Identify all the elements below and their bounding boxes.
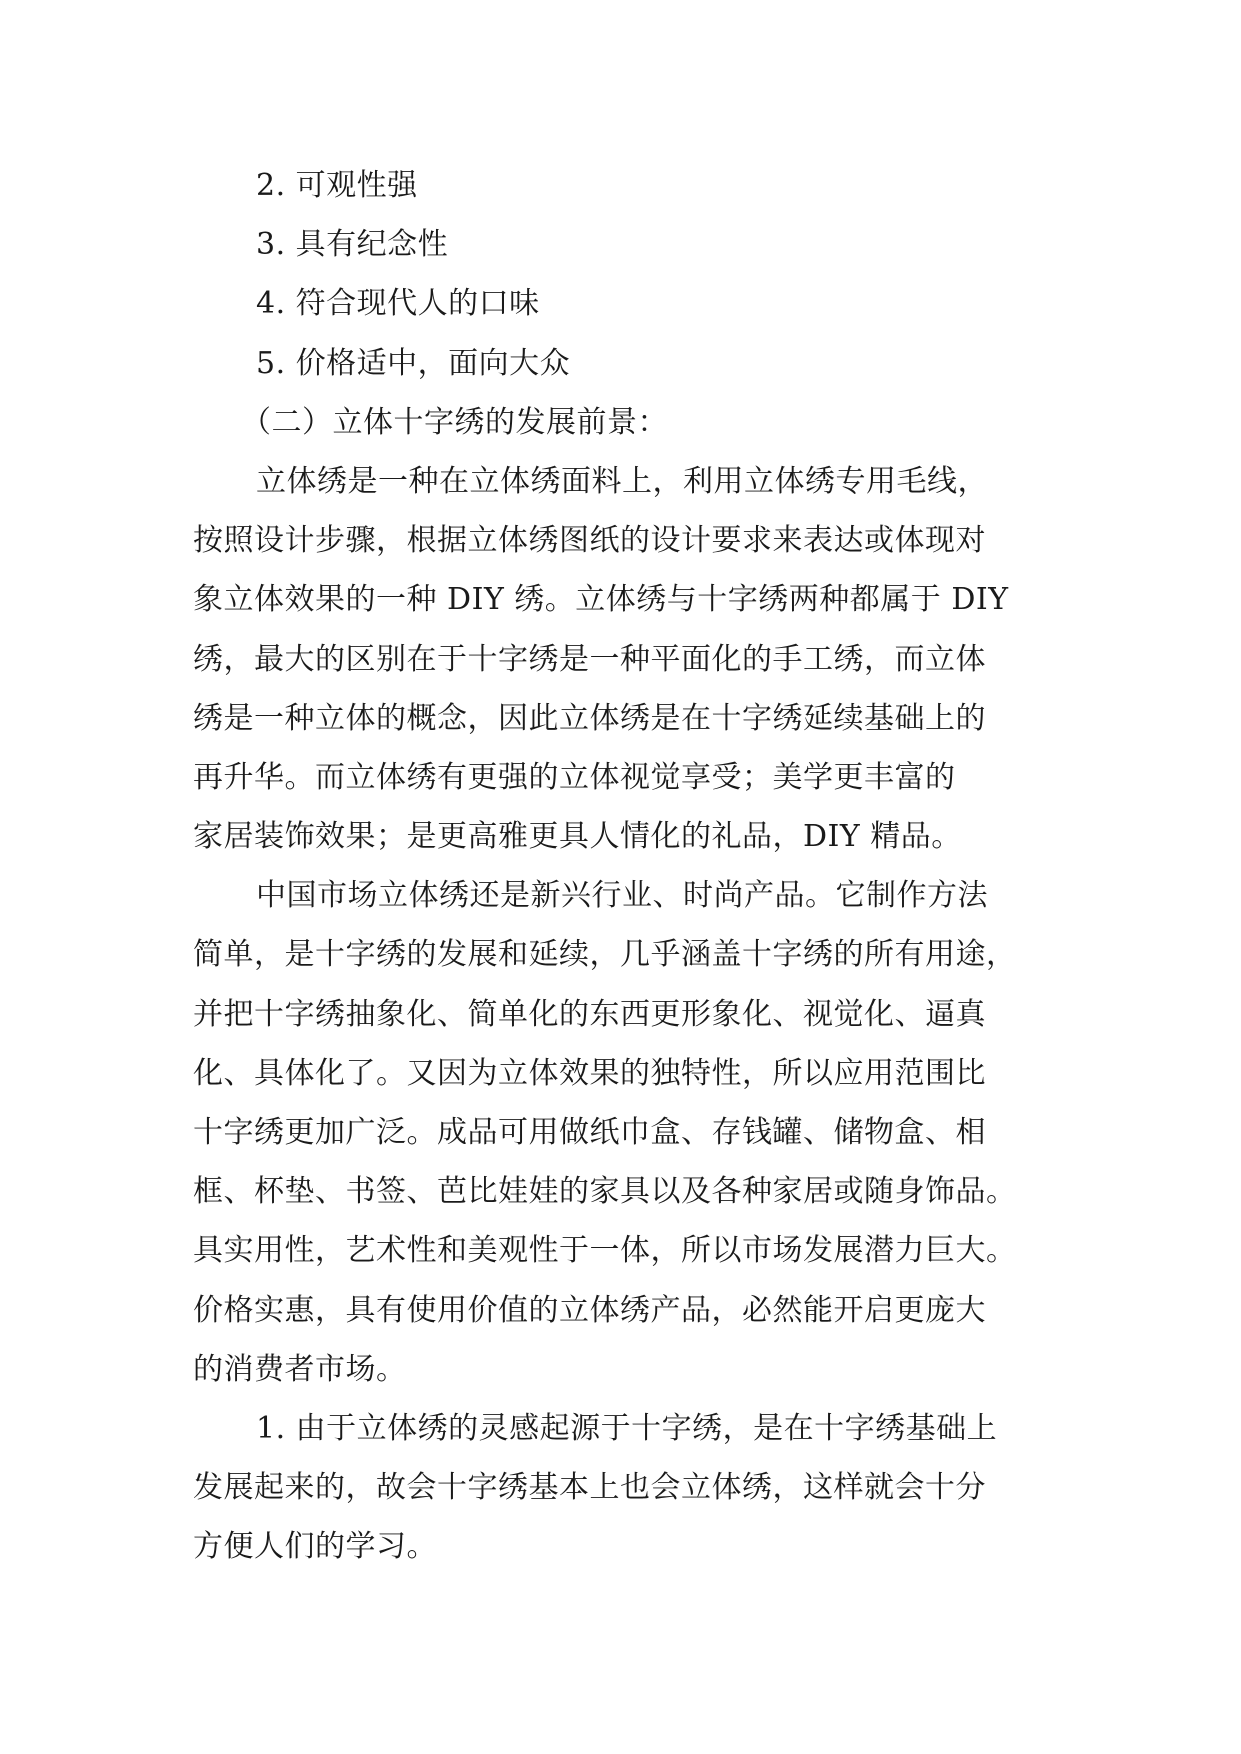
paragraph-line: 发展起来的，故会十字绣基本上也会立体绣，这样就会十分 (193, 1470, 986, 1506)
paragraph-line: 并把十字绣抽象化、简单化的东西更形象化、视觉化、逼真 (193, 996, 986, 1032)
paragraph-line: 象立体效果的一种 DIY 绣。立体绣与十字绣两种都属于 DIY (193, 582, 1009, 618)
paragraph-line: 家居装饰效果；是更高雅更具人情化的礼品，DIY 精品。 (193, 819, 962, 855)
paragraph-line: 十字绣更加广泛。成品可用做纸巾盒、存钱罐、储物盒、相 (193, 1115, 986, 1150)
list-item: 2. 可观性强 (256, 168, 418, 203)
paragraph-line: 化、具体化了。又因为立体效果的独特性，所以应用范围比 (193, 1055, 986, 1091)
paragraph-line: 中国市场立体绣还是新兴行业、时尚产品。它制作方法 (256, 878, 988, 914)
paragraph-line: 立体绣是一种在立体绣面料上，利用立体绣专用毛线， (256, 463, 988, 499)
paragraph-3 (193, 1399, 1055, 1577)
paragraph-line: 框、杯垫、书签、芭比娃娃的家具以及各种家居或随身饰品。 (193, 1174, 1017, 1210)
paragraph-line: 绣，最大的区别在于十字绣是一种平面化的手工绣，而立体 (193, 641, 986, 677)
paragraph-line: 具实用性，艺术性和美观性于一体，所以市场发展潜力巨大。 (193, 1233, 1017, 1269)
document-body (193, 156, 1055, 1577)
paragraph-2 (193, 866, 1055, 1399)
paragraph-line: 按照设计步骤，根据立体绣图纸的设计要求来表达或体现对 (193, 523, 986, 559)
paragraph-line: 绣是一种立体的概念，因此立体绣是在十字绣延续基础上的 (193, 700, 986, 736)
list-item: 4. 符合现代人的口味 (256, 286, 540, 322)
list-item: 5. 价格适中，面向大众 (256, 345, 571, 381)
paragraph-line: 1. 由于立体绣的灵感起源于十字绣，是在十字绣基础上 (256, 1410, 998, 1446)
paragraph-line: 的消费者市场。 (193, 1351, 407, 1387)
paragraph-line: 简单，是十字绣的发展和延续，几乎涵盖十字绣的所有用途， (193, 937, 1017, 973)
paragraph-line: 方便人们的学习。 (193, 1529, 437, 1565)
section-heading: （二）立体十字绣的发展前景： (241, 404, 668, 440)
list-item: 3. 具有纪念性 (256, 227, 449, 263)
paragraph-line: 再升华。而立体绣有更强的立体视觉享受；美学更丰富的 (193, 759, 956, 795)
paragraph-1 (193, 452, 1055, 866)
paragraph-line: 价格实惠，具有使用价值的立体绣产品，必然能开启更庞大 (193, 1292, 986, 1328)
